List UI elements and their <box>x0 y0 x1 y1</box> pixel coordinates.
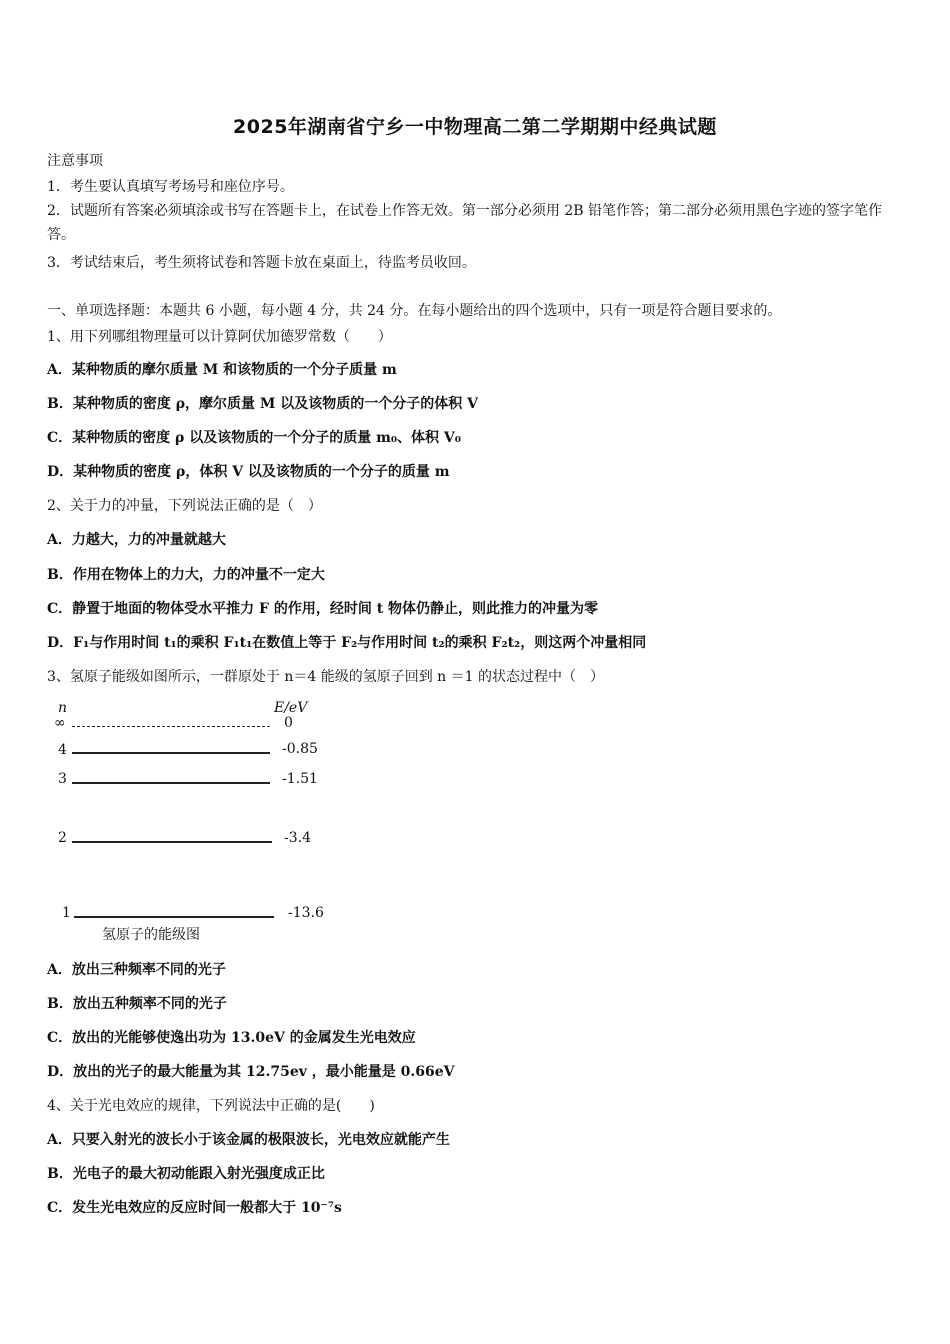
notice-item: 1．考生要认真填写考场号和座位序号。 <box>47 179 294 195</box>
option-d: D．放出的光子的最大能量为其 12.75ev ，最小能量是 0.66eV <box>47 1064 455 1080</box>
option-c: C．放出的光能够使逸出功为 13.0eV 的金属发生光电效应 <box>47 1030 416 1046</box>
level-energy-label: -1.51 <box>282 771 318 787</box>
option-a: A．放出三种频率不同的光子 <box>47 962 226 978</box>
option-d: D．F₁与作用时间 t₁的乘积 F₁t₁在数值上等于 F₂与作用时间 t₂的乘积 F₂t₂，则这两个冲量相同 <box>47 635 647 651</box>
energy-level-diagram <box>52 700 342 948</box>
level-line-4 <box>72 752 270 754</box>
option-a: A．力越大，力的冲量就越大 <box>47 532 226 548</box>
question-stem: 2、关于力的冲量，下列说法正确的是（ ） <box>47 498 322 514</box>
energy-axis-label: E/eV <box>274 700 308 716</box>
level-energy-label: -0.85 <box>282 741 318 757</box>
question-stem: 1、用下列哪组物理量可以计算阿伏加德罗常数（ ） <box>47 329 392 345</box>
level-n-label: ∞ <box>54 715 66 731</box>
level-n-label: 4 <box>58 742 67 758</box>
diagram-caption: 氢原子的能级图 <box>102 927 200 943</box>
level-line-2 <box>72 841 272 843</box>
option-c: C．某种物质的密度 ρ 以及该物质的一个分子的质量 m₀、体积 V₀ <box>47 430 461 446</box>
level-energy-label: -3.4 <box>284 830 311 846</box>
question-stem: 4、关于光电效应的规律，下列说法中正确的是( ) <box>47 1098 375 1114</box>
notice-item: 3．考试结束后，考生须将试卷和答题卡放在桌面上，待监考员收回。 <box>47 255 476 271</box>
level-line-infinity <box>72 726 270 727</box>
option-b: B．某种物质的密度 ρ，摩尔质量 M 以及该物质的一个分子的体积 V <box>47 396 478 412</box>
notice-item: 2．试题所有答案必须填涂或书写在答题卡上，在试卷上作答无效。第一部分必须用 2B 铅笔作答；第二部分必须用黑色字迹的签字笔作答。 <box>47 203 882 243</box>
option-c: C．静置于地面的物体受水平推力 F 的作用，经时间 t 物体仍静止，则此推力的冲量为零 <box>47 601 599 617</box>
notice-heading: 注意事项 <box>47 153 103 169</box>
n-axis-label: n <box>58 700 68 716</box>
option-b: B．作用在物体上的力大，力的冲量不一定大 <box>47 567 325 583</box>
level-energy-label: -13.6 <box>288 905 324 921</box>
level-energy-label: 0 <box>284 715 293 731</box>
level-n-label: 3 <box>58 771 67 787</box>
option-a: A．只要入射光的波长小于该金属的极限波长，光电效应就能产生 <box>47 1132 450 1148</box>
level-n-label: 2 <box>58 830 67 846</box>
section-heading: 一、单项选择题：本题共 6 小题，每小题 4 分，共 24 分。在每小题给出的四个选项中，只有一项是符合题目要求的。 <box>47 303 782 319</box>
question-stem: 3、氢原子能级如图所示，一群原处于 n＝4 能级的氢原子回到 n ＝1 的状态过程中（ ） <box>47 669 605 685</box>
level-line-1 <box>74 916 274 918</box>
page-title: 2025年湖南省宁乡一中物理高二第二学期期中经典试题 <box>233 116 717 138</box>
option-b: B．光电子的最大初动能跟入射光强度成正比 <box>47 1166 325 1182</box>
level-n-label: 1 <box>62 905 71 921</box>
level-line-3 <box>72 782 270 784</box>
option-b: B．放出五种频率不同的光子 <box>47 996 227 1012</box>
option-d: D．某种物质的密度 ρ，体积 V 以及该物质的一个分子的质量 m <box>47 464 450 480</box>
option-c: C．发生光电效应的反应时间一般都大于 10⁻⁷s <box>47 1200 342 1216</box>
option-a: A．某种物质的摩尔质量 M 和该物质的一个分子质量 m <box>47 362 397 378</box>
